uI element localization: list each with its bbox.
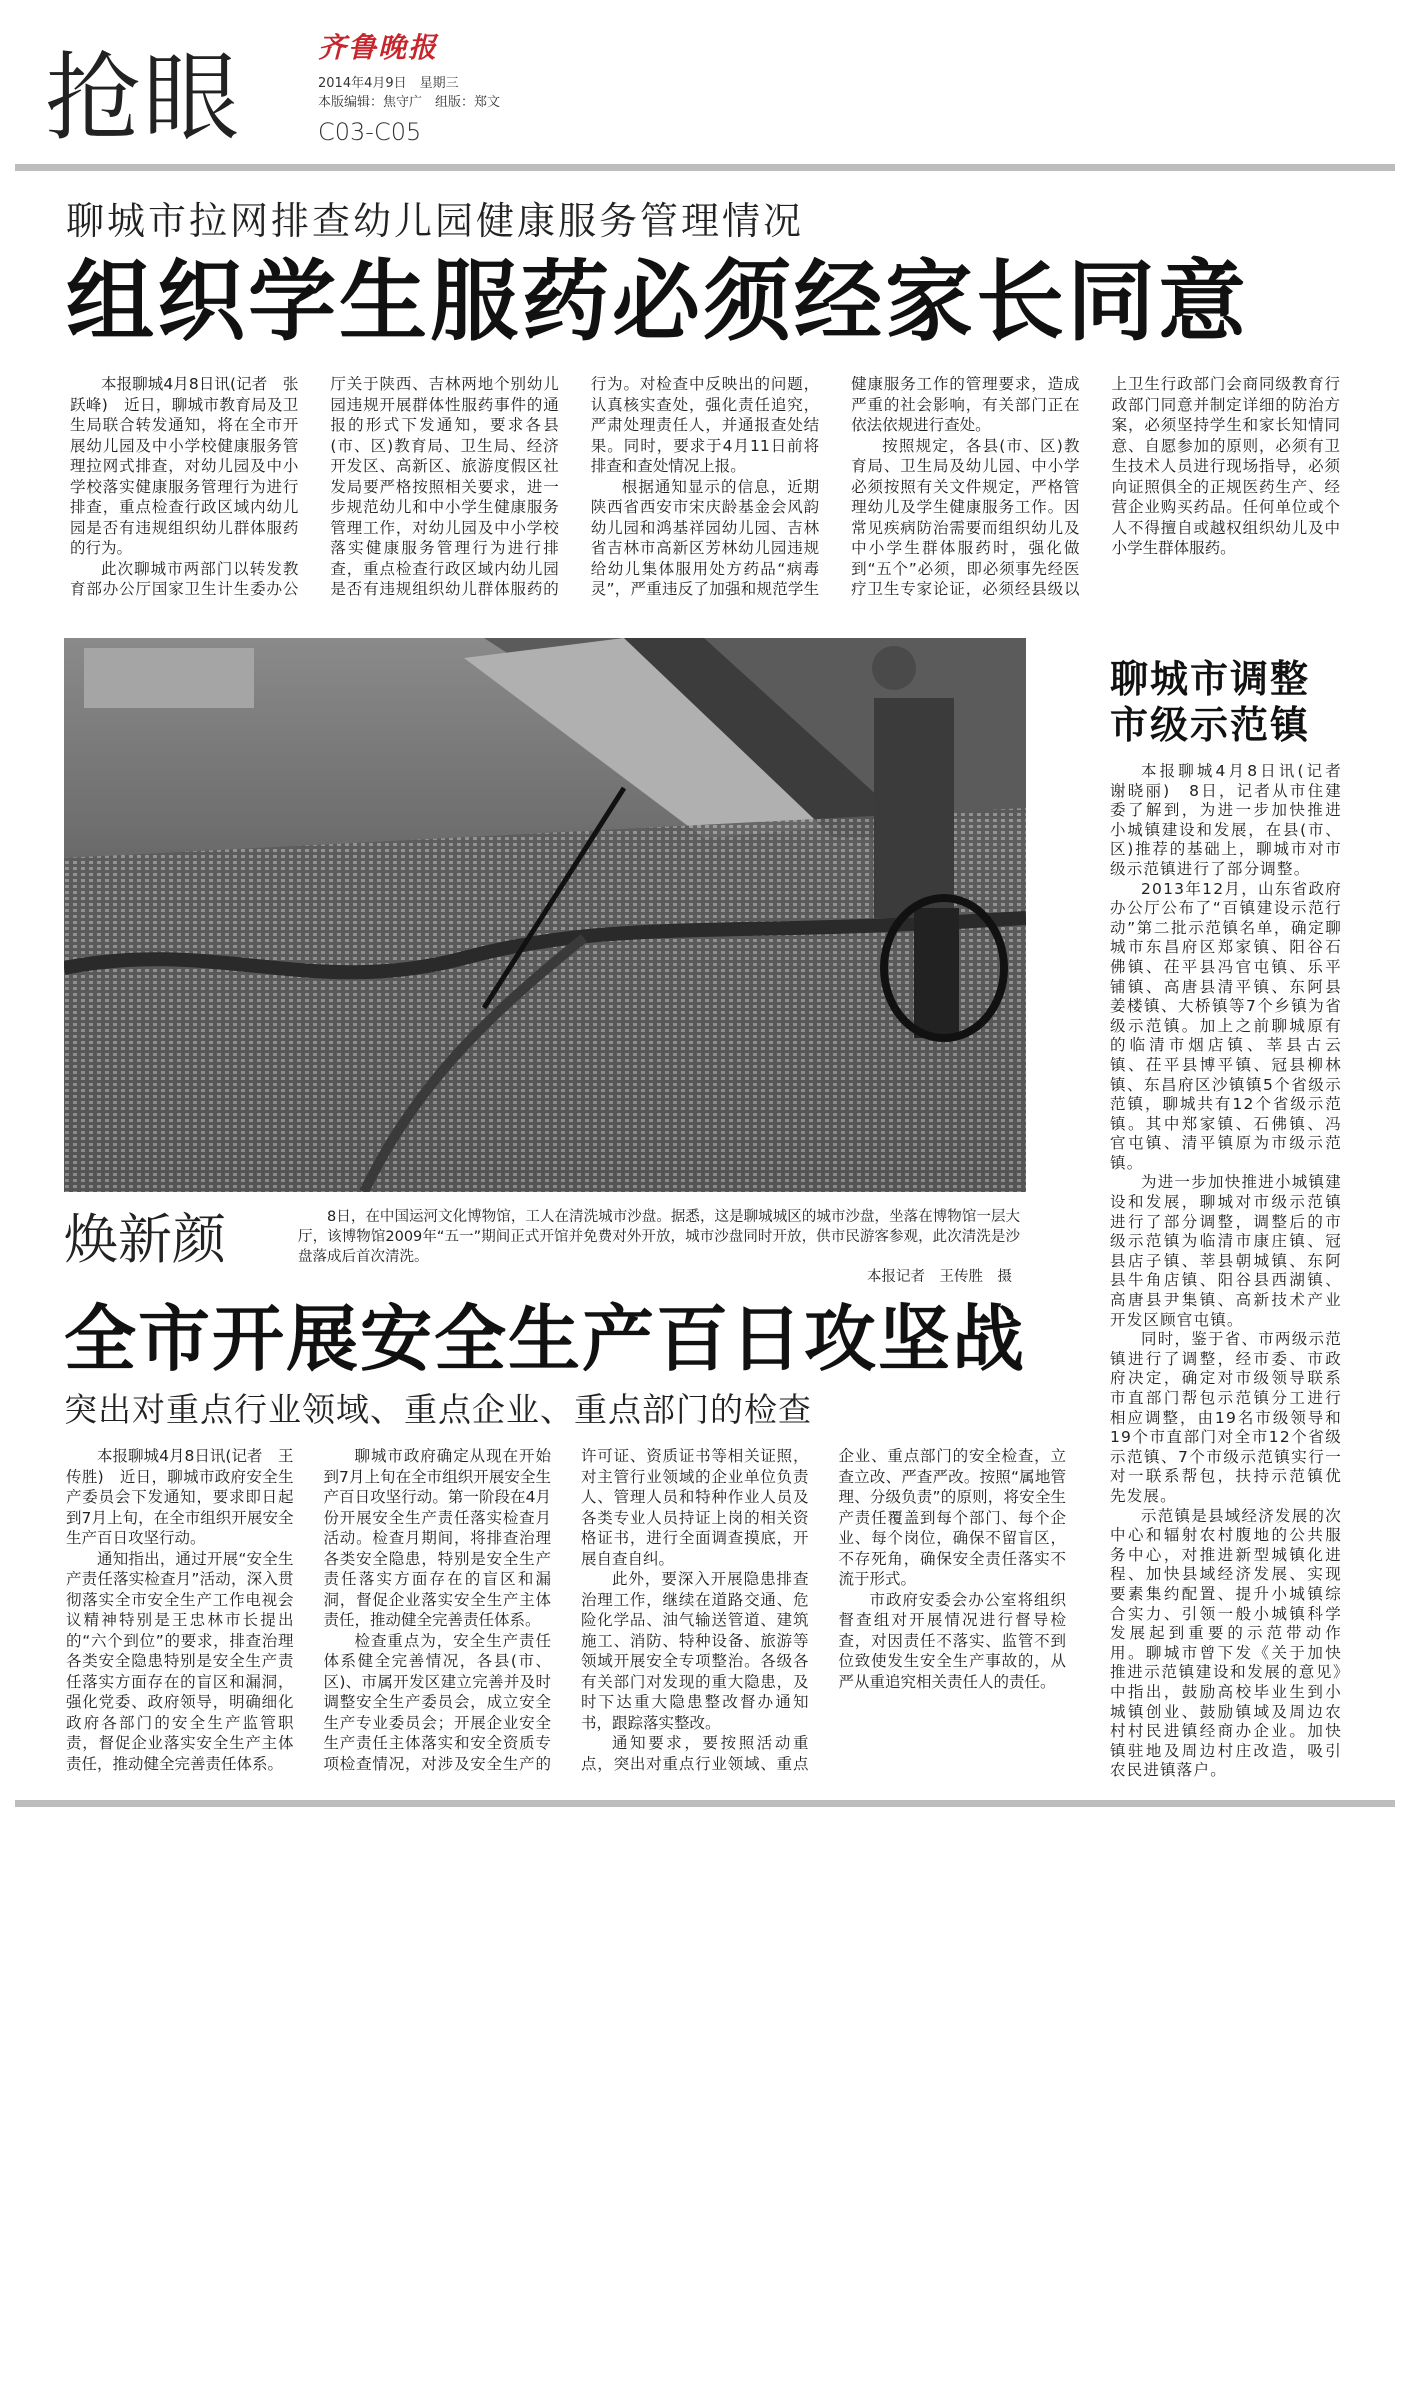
paragraph: 示范镇是县域经济发展的次中心和辐射农村腹地的公共服务中心，对推进新型城镇化进程、加快县域经济发展、实现要素集约配置、提升小城镇综合实力、引领一般小城镇科学发展起到重要的示范带动作用。聊城市曾下发《关于加快推进示范镇建设和发展的意见》中指出，鼓励高校毕业生到小城镇创业、鼓励镇域及周边农村村民进镇经商办企业。加快镇驻地及周边村庄改造，吸引农民进镇落户。	[1110, 1506, 1342, 1780]
paragraph: 市政府安委会办公室将组织督查组对开展情况进行督导检查，对因责任不落实、监管不到位致使发生安全生产事故的，从严从重追究相关责任人的责任。	[838, 1590, 1066, 1691]
article1-body	[70, 374, 1340, 606]
paragraph: 本报聊城4月8日讯(记者 王传胜) 近日，聊城市政府安全生产委员会下发通知，要求即日起到7月上旬，在全市组织开展安全生产百日攻坚行动。	[66, 1447, 294, 1547]
article2-body	[66, 1446, 1066, 1782]
paragraph: 2013年12月，山东省政府办公厅公布了“百镇建设示范行动”第二批示范镇名单，确定聊城市东昌府区郑家镇、阳谷石佛镇、茌平县冯官屯镇、乐平铺镇、高唐县清平镇、东阿县姜楼镇、大桥镇等7个乡镇为省级示范镇。加上之前聊城原有的临清市烟店镇、莘县古云镇、茌平县博平镇、冠县柳林镇、东昌府区沙镇镇5个省级示范镇，聊城共有12个省级示范镇。其中郑家镇、石佛镇、冯官屯镇、清平镇原为市级示范镇。	[1110, 879, 1342, 1172]
bottom-rule-divider	[15, 1800, 1395, 1807]
paragraph: 同时，鉴于省、市两级示范镇进行了调整，经市委、市政府决定，确定对市级领导联系市直部门帮包示范镇分工进行相应调整，由19名市级领导和19个市直部门对全市12个省级示范镇、7个市级示范镇实行一对一联系帮包，扶持示范镇优先发展。	[1110, 1330, 1342, 1505]
photo-credit: 本报记者 王传胜 摄	[867, 1269, 1012, 1285]
paragraph: 根据通知显示的信息，近期陕西省西安市宋庆龄基金会风韵幼儿园和鸿基祥园幼儿园、吉林省吉林市高新区芳林幼儿园违规给幼儿集体服用处方药品“病毒灵”，严重违反了加强和规范学生健康服务工作的管理要求，造成严重的社会影响，有关部门正在依法依规进行查处。	[590, 375, 1080, 598]
top-rule-divider	[15, 164, 1395, 171]
paragraph: 通知要求，要按照活动重点，突出对重点行业领域、重点企业、重点部门的安全检查，立查立改、严查严改。按照“属地管理、分级负责”的原则，将安全生产责任覆盖到每个部门、每个企业、每个岗位，确保不留盲区，不存死角，确保安全责任落实不流于形式。	[581, 1447, 1066, 1773]
newspaper-logo: 齐鲁晚报	[318, 31, 439, 64]
photo-caption	[298, 1207, 1020, 1287]
paragraph: 本报聊城4月8日讯(记者 张跃峰) 近日，聊城市教育局及卫生局联合转发通知，将在全市开展幼儿园及中小学校健康服务管理拉网式排查，对幼儿园及中小学校落实健康服务管理行为进行排查，重点检查行政区域内幼儿园是否有违规组织幼儿群体服药的行为。	[70, 375, 299, 557]
issue-date: 2014年4月9日 星期三	[318, 76, 459, 91]
photo-title: 焕新颜	[64, 1208, 226, 1271]
article3-headline	[1110, 656, 1310, 748]
paragraph: 本报聊城4月8日讯(记者 谢晓丽) 8日，记者从市住建委了解到，为进一步加快推进小城镇建设和发展，在县(市、区)推荐的基础上，聊城市对市级示范镇进行了部分调整。	[1110, 762, 1359, 878]
caption-text: 8日，在中国运河文化博物馆，工人在清洗城市沙盘。据悉，这是聊城城区的城市沙盘，坐落在博物馆一层大厅，该博物馆2009年“五一”期间正式开馆并免费对外开放，城市沙盘同时开放，供市民游客参观，此次清洗是沙盘落成后首次清洗。	[298, 1209, 1020, 1265]
photo-illustration	[64, 638, 1026, 1192]
article2-headline: 全市开展安全生产百日攻坚战	[64, 1297, 1027, 1381]
headline-line: 聊城市调整	[1110, 657, 1311, 701]
paragraph: 此外，要深入开展隐患排查治理工作，继续在道路交通、危险化学品、油气输送管道、建筑施工、消防、特种设备、旅游等领域开展安全专项整治。各级各有关部门对发现的重大隐患，及时下达重大隐患整改督办通知书，跟踪落实整改。	[581, 1570, 809, 1732]
paragraph: 聊城市政府确定从现在开始到7月上旬在全市组织开展安全生产百日攻坚行动。第一阶段在4月份开展安全生产责任落实检查月活动。检查月期间，将排查治理各类安全隐患，特别是安全生产责任落实方面存在的盲区和漏洞，督促企业落实安全生产主体责任，推动健全完善责任体系。	[323, 1447, 551, 1629]
page-range: C03-C05	[318, 118, 422, 146]
paragraph: 通知指出，通过开展“安全生产责任落实检查月”活动，深入贯彻落实全市安全生产工作电视会议精神特别是王忠林市长提出的“六个到位”的要求，排查治理各类安全隐患特别是安全生产责任落实方面存在的盲区和漏洞，强化党委、政府领导，明确细化政府各部门的安全生产监管职责，督促企业落实安全生产主体责任，推动健全完善责任体系。	[66, 1549, 294, 1773]
paragraph: 按照规定，各县(市、区)教育局、卫生局及幼儿园、中小学必须按照有关文件规定，严格管理幼儿及学生健康服务工作。因常见疾病防治需要而组织幼儿及中小学生群体服药时，强化做到“五个”必须，即必须事先经医疗卫生专家论证，必须经县级以上卫生行政部门会商同级教育行政部门同意并制定详细的防治方案，必须坚持学生和家长知情同意、自愿参加的原则，必须有卫生技术人员进行现场指导，必须向证照俱全的正规医药生产、经营企业购买药品。任何单位或个人不得擅自或越权组织幼儿及中小学生群体服药。	[851, 375, 1340, 598]
article1-subtitle: 聊城市拉网排查幼儿园健康服务管理情况	[66, 199, 805, 243]
article3-body	[1110, 762, 1359, 1792]
article2-subtitle: 突出对重点行业领域、重点企业、重点部门的检查	[64, 1390, 812, 1429]
paragraph: 此次聊城市两部门以转发教育部办公厅国家卫生计生委办公厅关于陕西、吉林两地个别幼儿园违规开展群体性服药事件的通报的形式下发通知，要求各县(市、区)教育局、卫生局、经济开发区、高新区、旅游度假区社发局要严格按照相关要求，进一步规范幼儿和中小学生健康服务管理工作，对幼儿园及中小学校落实健康服务管理行为进行排查，重点检查行政区域内幼儿园是否有违规组织幼儿群体服药的行为。对检查中反映出的问题，认真核实查处，强化责任追究，严肃处理责任人，并通报查处结果。同时，要求于4月11日前将排查和查处情况上报。	[70, 375, 820, 598]
issue-meta	[318, 74, 500, 112]
news-photo-sand-table	[64, 638, 1026, 1192]
headline-line: 市级示范镇	[1110, 703, 1311, 747]
paragraph: 为进一步加快推进小城镇建设和发展，聊城对市级示范镇进行了部分调整，调整后的市级示范镇为临清市康庄镇、冠县店子镇、莘县朝城镇、东阿县牛角店镇、阳谷县西湖镇、高唐县尹集镇、高新技术产业开发区顾官屯镇。	[1110, 1173, 1342, 1329]
section-title: 抢眼	[45, 42, 241, 154]
article1-headline: 组织学生服药必须经家长同意	[66, 250, 1250, 353]
paragraph: 检查重点为，安全生产责任体系健全完善情况，各县(市、区)、市属开发区建立完善并及时调整安全生产委员会，成立安全生产专业委员会；开展企业安全生产责任主体落实和安全资质专项检查情况，对涉及安全生产的许可证、资质证书等相关证照，对主管行业领域的企业单位负责人、管理人员和特种作业人员及各类专业人员持证上岗的相关资格证书，进行全面调查摸底，开展自查自纠。	[323, 1447, 809, 1773]
editors-line: 本版编辑：焦守广 组版：郑文	[318, 95, 501, 110]
